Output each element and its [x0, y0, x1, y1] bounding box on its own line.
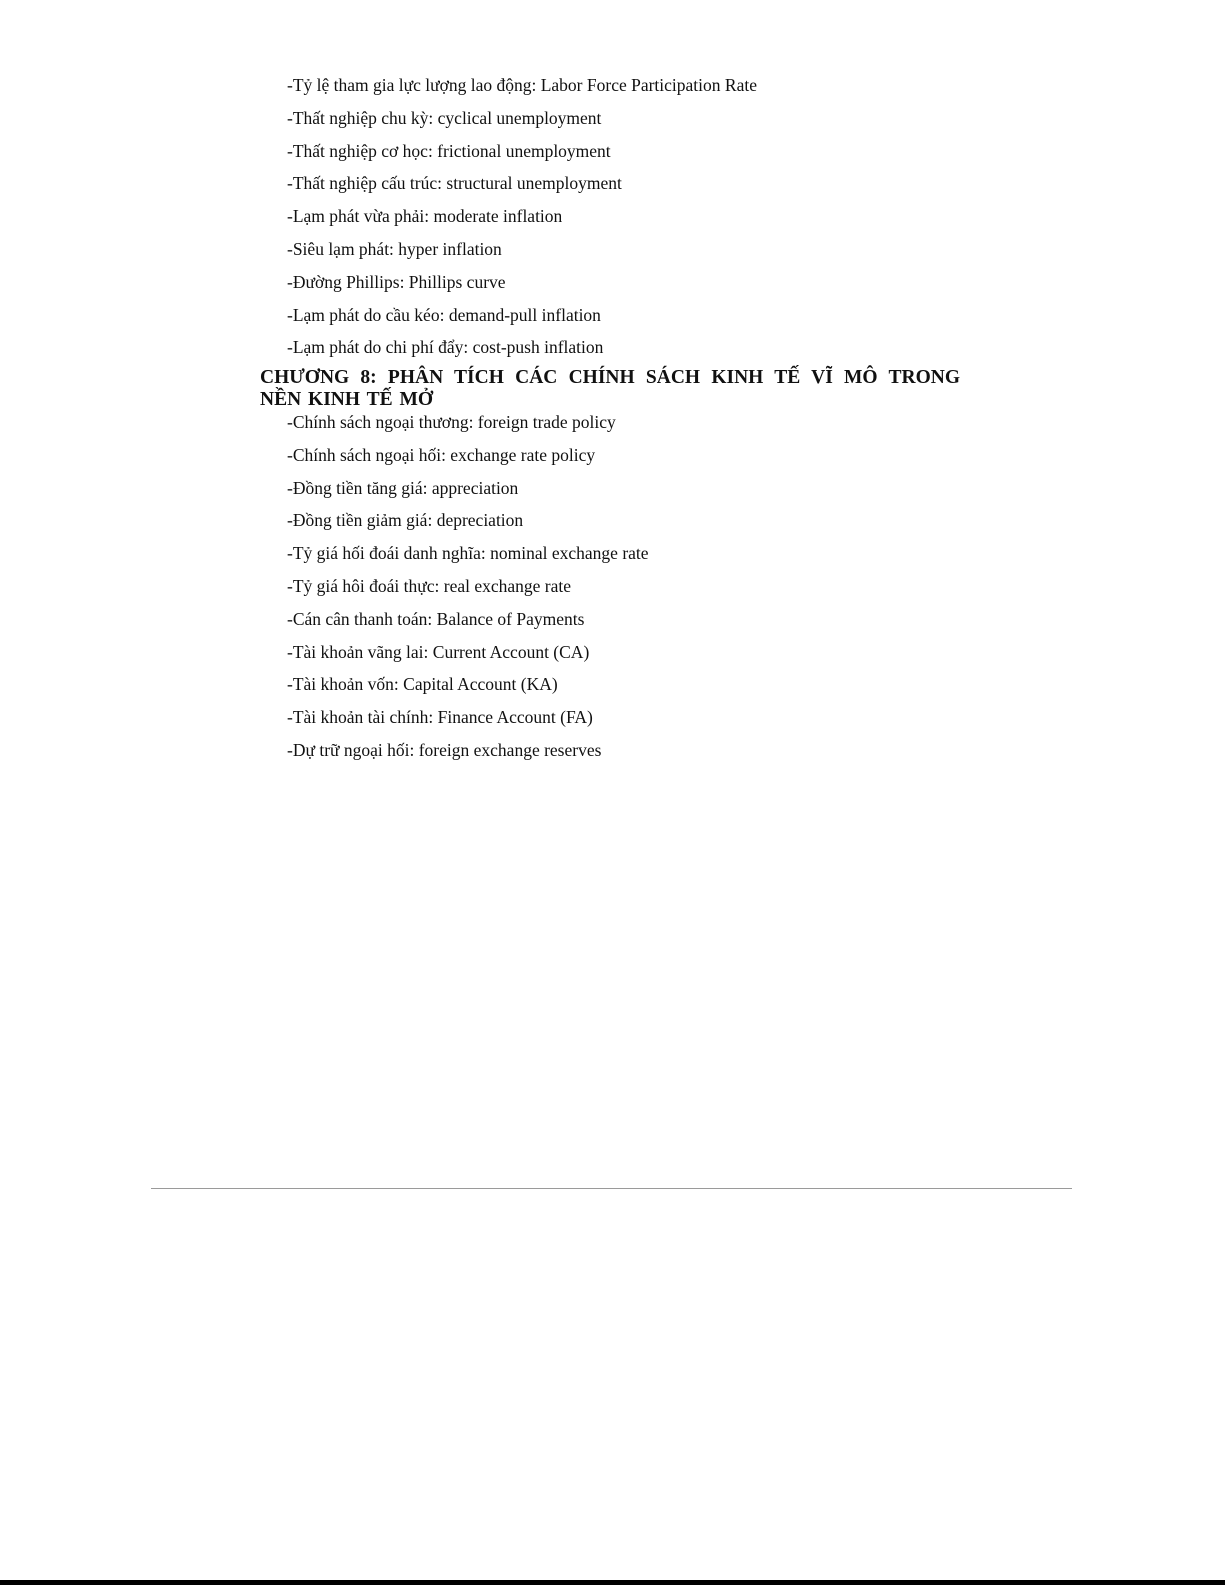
term-item: -Tài khoản tài chính: Finance Account (FA)	[287, 707, 593, 728]
term-item: -Cán cân thanh toán: Balance of Payments	[287, 608, 585, 629]
term-item: -Thất nghiệp cơ học: frictional unemployment	[287, 140, 611, 161]
term-item: -Đường Phillips: Phillips curve	[287, 271, 506, 292]
term-item: -Chính sách ngoại hối: exchange rate policy	[287, 444, 596, 465]
term-item: -Thất nghiệp cấu trúc: structural unemployment	[287, 173, 622, 194]
term-item: -Tỷ giá hôi đoái thực: real exchange rate	[287, 575, 572, 596]
term-item: -Dự trữ ngoại hối: foreign exchange reserves	[287, 739, 602, 760]
chapter-8-term-list	[287, 406, 649, 767]
term-item: -Lạm phát do cầu kéo: demand-pull inflation	[287, 304, 601, 325]
page-bottom-edge	[0, 1580, 1225, 1585]
term-item: -Tỷ lệ tham gia lực lượng lao động: Labor Force Participation Rate	[287, 75, 757, 95]
chapter-8-heading: CHƯƠNG 8: PHÂN TÍCH CÁC CHÍNH SÁCH KINH TẾ VĨ MÔ TRONG NỀN KINH TẾ MỞ	[260, 367, 960, 410]
page-break-rule	[151, 1188, 1072, 1189]
term-item: -Tài khoản vãng lai: Current Account (CA)	[287, 641, 590, 662]
term-item: -Tỷ giá hối đoái danh nghĩa: nominal exchange rate	[287, 543, 649, 564]
term-item: -Tài khoản vốn: Capital Account (KA)	[287, 674, 558, 695]
chapter-7-term-list	[287, 69, 757, 364]
term-item: -Đồng tiền giảm giá: depreciation	[287, 510, 524, 531]
term-item: -Lạm phát vừa phải: moderate inflation	[287, 206, 563, 227]
term-item: -Chính sách ngoại thương: foreign trade policy	[287, 412, 616, 432]
term-item: -Đồng tiền tăng giá: appreciation	[287, 477, 519, 498]
term-item: -Lạm phát do chi phí đẩy: cost-push inflation	[287, 337, 604, 358]
term-item: -Siêu lạm phát: hyper inflation	[287, 238, 502, 259]
term-item: -Thất nghiệp chu kỳ: cyclical unemployment	[287, 107, 602, 128]
